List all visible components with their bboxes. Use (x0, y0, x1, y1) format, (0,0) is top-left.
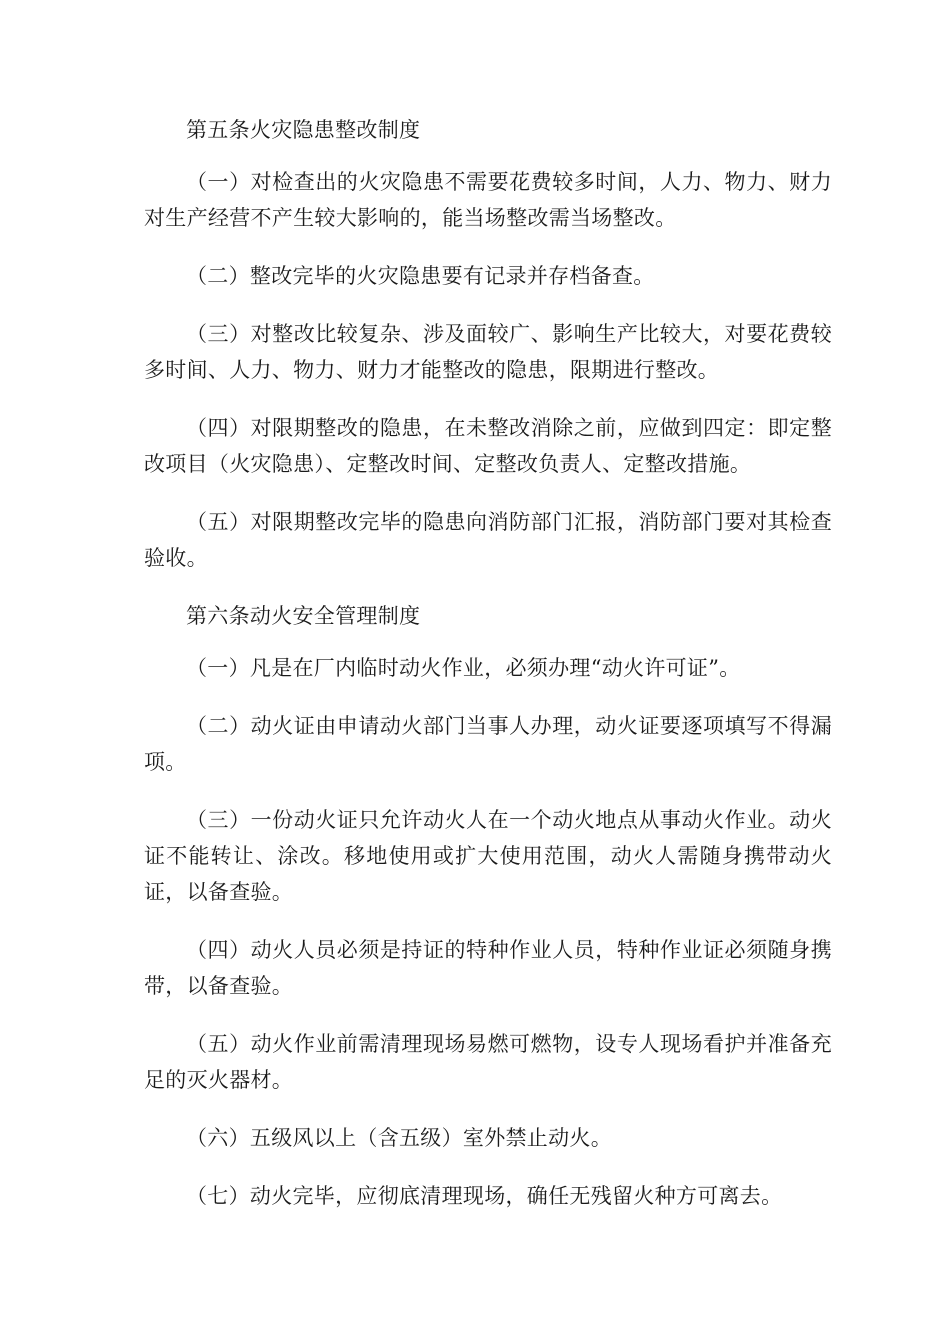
section-5-item-5: （五）对限期整改完毕的隐患向消防部门汇报，消防部门要对其检查验收。 (144, 510, 832, 570)
section-6-item-2: （二）动火证由申请动火部门当事人办理，动火证要逐项填写不得漏项。 (144, 714, 832, 774)
section-6-item-7: （七）动火完毕，应彻底清理现场，确任无残留火种方可离去。 (186, 1184, 783, 1208)
section-6-item-4: （四）动火人员必须是持证的特种作业人员，特种作业证必须随身携带，以备查验。 (144, 938, 832, 998)
section-5-item-4: （四）对限期整改的隐患，在未整改消除之前，应做到四定：即定整改项目（火灾隐患）、定整改时间、定整改负责人、定整改措施。 (144, 416, 832, 476)
document-page (144, 112, 832, 1236)
section-5-item-2: （二）整改完毕的火灾隐患要有记录并存档备查。 (186, 264, 655, 288)
section-6-heading: 第六条动火安全管理制度 (186, 604, 421, 628)
section-6-item-1: （一）凡是在厂内临时动火作业，必须办理“动火许可证”。 (186, 656, 741, 680)
section-5-heading: 第五条火灾隐患整改制度 (186, 118, 421, 142)
section-6-item-5: （五）动火作业前需清理现场易燃可燃物，设专人现场看护并准备充足的灭火器材。 (144, 1032, 832, 1092)
section-5-item-1: （一）对检查出的火灾隐患不需要花费较多时间，人力、物力、财力对生产经营不产生较大影响的，能当场整改需当场整改。 (144, 170, 832, 230)
section-5-item-3: （三）对整改比较复杂、涉及面较广、影响生产比较大，对要花费较多时间、人力、物力、财力才能整改的隐患，限期进行整改。 (144, 322, 832, 382)
section-6-item-6: （六）五级风以上（含五级）室外禁止动火。 (186, 1126, 612, 1150)
section-6-item-3: （三）一份动火证只允许动火人在一个动火地点从事动火作业。动火证不能转让、涂改。移地使用或扩大使用范围，动火人需随身携带动火证，以备查验。 (144, 808, 832, 904)
